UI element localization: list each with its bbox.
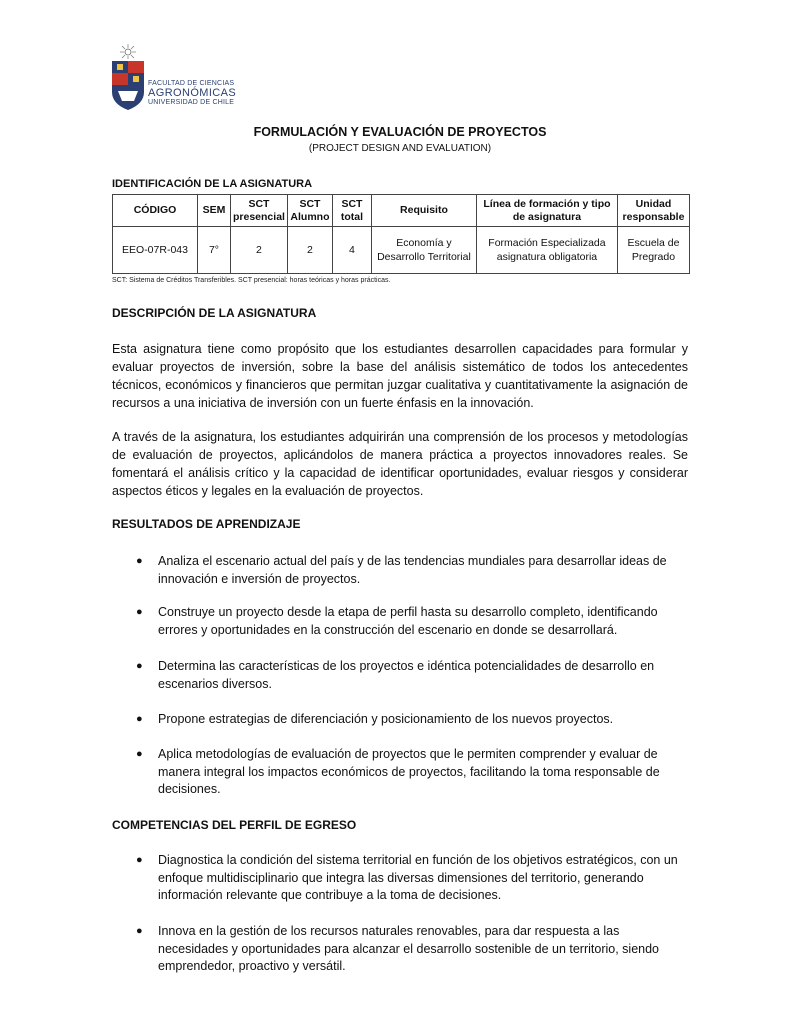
header-unidad-responsable: Unidad responsable	[617, 195, 689, 227]
header-sct-alumno: SCT Alumno	[287, 195, 332, 227]
learning-outcomes-heading: RESULTADOS DE APRENDIZAJE	[112, 517, 301, 531]
header-sem: SEM	[198, 195, 231, 227]
list-item-text: Diagnostica la condición del sistema territorial en función de los objetivos estratégicos, con un enfoque multidisciplinario que integra las diversas dimensiones del territorio, generando información relevante que contribuye a la toma de decisiones.	[158, 853, 678, 902]
list-item	[112, 923, 688, 976]
bullet-icon: ●	[136, 854, 143, 866]
document-title: FORMULACIÓN Y EVALUACIÓN DE PROYECTOS	[253, 125, 547, 139]
bullet-icon: ●	[136, 748, 143, 760]
cell-linea-formacion: Formación Especializada asignatura obligatoria	[476, 227, 617, 274]
logo-line-2: AGRONÓMICAS	[148, 87, 237, 99]
list-item	[112, 604, 688, 639]
description-paragraph-1: Esta asignatura tiene como propósito que los estudiantes desarrollen capacidades para formular y evaluar proyectos de inversión, sobre la base del análisis sistemático de todos los antecedentes técnicos, económicos y financieros que permitan juzgar cualitativa y cuantitativamente la asignación de recursos a una iniciativa de inversión con un fuerte énfasis en la innovación.	[112, 342, 688, 410]
cell-sct-presencial: 2	[231, 227, 288, 274]
list-item	[112, 711, 688, 729]
list-item	[112, 852, 688, 905]
list-item-text: Construye un proyecto desde la etapa de perfil hasta su desarrollo completo, identificando errores y oportunidades en la construcción del escenario en donde se desarrollará.	[158, 605, 658, 637]
list-item	[112, 553, 688, 588]
list-item	[112, 746, 688, 799]
list-item-text: Determina las características de los proyectos e idéntica potencialidades de desarrollo en escenarios diversos.	[158, 659, 655, 691]
cell-sem: 7°	[198, 227, 231, 274]
list-item	[112, 658, 688, 693]
logo-line-3: UNIVERSIDAD DE CHILE	[148, 99, 235, 106]
sun-emblem-icon	[120, 44, 136, 59]
cell-unidad-responsable: Escuela de Pregrado	[617, 227, 689, 274]
header-codigo: CÓDIGO	[113, 195, 198, 227]
logo-line-1: FACULTAD DE CIENCIAS	[148, 80, 235, 87]
list-item-text: Aplica metodologías de evaluación de proyectos que le permiten comprender y evaluar de manera integral los impactos económicos de proyectos, facilitando la toma responsable de decisiones.	[158, 747, 660, 796]
document-subtitle: (PROJECT DESIGN AND EVALUATION)	[308, 143, 492, 154]
list-item-text: Analiza el escenario actual del país y de las tendencias mundiales para desarrollar ideas de innovación e inversión de proyectos.	[158, 554, 667, 586]
cell-sct-alumno: 2	[287, 227, 332, 274]
description-paragraph-2: A través de la asignatura, los estudiantes adquirirán una comprensión de los procesos y metodologías de evaluación de proyectos, aplicándolos de manera práctica a proyectos innovadores reales. Se fomentará el análisis crítico y la capacidad de identificar oportunidades, evaluar riesgos y considerar aspectos éticos y legales en la evaluación de proyectos.	[112, 430, 688, 498]
identification-heading: IDENTIFICACIÓN DE LA ASIGNATURA	[112, 178, 313, 190]
cell-requisito: Economía y Desarrollo Territorial	[371, 227, 476, 274]
cell-codigo: EEO-07R-043	[113, 227, 198, 274]
header-linea-formacion: Línea de formación y tipo de asignatura	[476, 195, 617, 227]
shield-icon	[112, 61, 144, 110]
identification-table	[112, 194, 690, 274]
list-item-text: Propone estrategias de diferenciación y posicionamiento de los nuevos proyectos.	[158, 712, 614, 726]
competencies-heading: COMPETENCIAS DEL PERFIL DE EGRESO	[112, 818, 357, 832]
header-requisito: Requisito	[371, 195, 476, 227]
header-sct-presencial: SCT presencial	[231, 195, 288, 227]
bullet-icon: ●	[136, 713, 143, 725]
table-header-row	[113, 195, 690, 227]
header-sct-total: SCT total	[332, 195, 371, 227]
description-heading: DESCRIPCIÓN DE LA ASIGNATURA	[112, 306, 317, 320]
bullet-icon: ●	[136, 925, 143, 937]
table-row	[113, 227, 690, 274]
logo-text	[148, 80, 236, 107]
list-item-text: Innova en la gestión de los recursos naturales renovables, para dar respuesta a las necesidades y oportunidades para alcanzar el desarrollo sostenible de un territorio, siendo emprendedor, proactivo y versátil.	[158, 924, 660, 973]
bullet-icon: ●	[136, 555, 143, 567]
bullet-icon: ●	[136, 660, 143, 672]
bullet-icon: ●	[136, 606, 143, 618]
sct-footnote: SCT: Sistema de Créditos Transferibles. SCT presencial: horas teóricas y horas prácticas.	[112, 277, 391, 284]
cell-sct-total: 4	[332, 227, 371, 274]
